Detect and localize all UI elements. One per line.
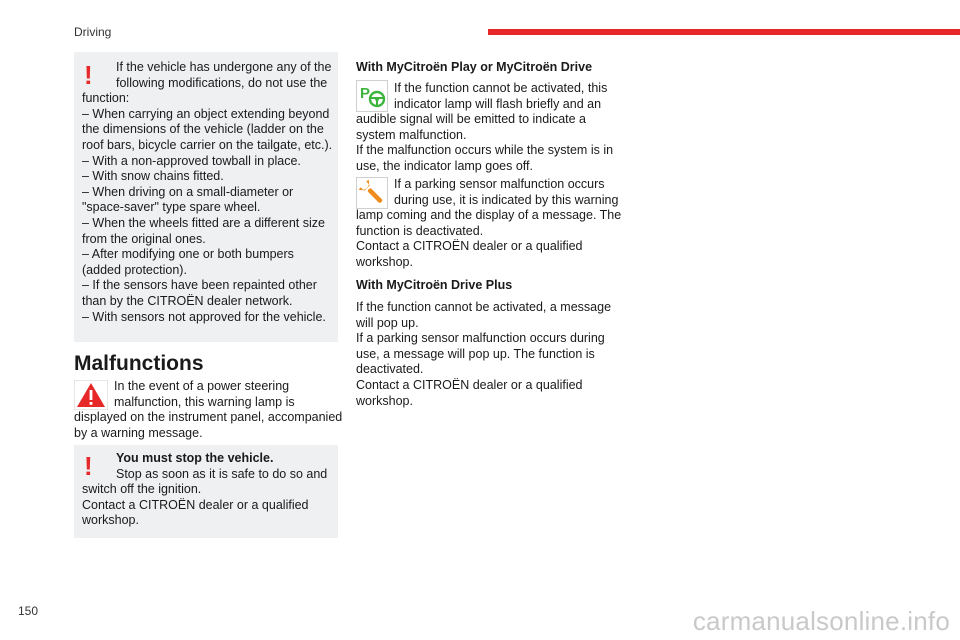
text-line: – If the sensors have been repainted other [82,278,317,293]
text-line: system malfunction. [356,127,467,142]
text-line: Contact a CITROËN dealer or a qualified [82,497,309,512]
play-drive-text-1 [356,81,618,175]
text-line: If the vehicle has undergone any of the [116,60,332,74]
text-line: during use, it is indicated by this warning [394,192,619,207]
text-line: from the original ones. [82,231,206,246]
text-line: – With a non-approved towball in place. [82,153,301,168]
text-line: roof bars, bicycle carrier on the tailgate, etc.). [82,137,333,152]
text-line: malfunction, this warning lamp is [114,394,295,409]
exclamation-icon: ! [84,60,93,90]
note-stop-text [82,451,334,529]
drive-plus-text [356,300,618,409]
text-line: deactivated. [356,362,424,377]
text-line: Contact a CITROËN dealer or a qualified [356,377,583,392]
text-line: – With snow chains fitted. [82,169,224,184]
text-line: by a warning message. [74,425,203,440]
header-accent-bar [488,29,960,35]
text-line: lamp coming and the display of a message. The [356,208,622,223]
page-number: 150 [18,604,39,618]
text-line: workshop. [82,513,139,528]
text-line: function is deactivated. [356,223,484,238]
text-line: use, the indicator lamp goes off. [356,158,533,173]
text-line: switch off the ignition. [82,482,202,497]
subheading-play-drive: With MyCitroën Play or MyCitroën Drive [356,60,593,74]
watermark-text: carmanualsonline.info [692,606,950,636]
text-line: will pop up. [356,315,419,330]
text-line: Stop as soon as it is safe to do so and [116,466,328,481]
text-line: function: [82,91,130,106]
text-line: If the function cannot be activated, a message [356,300,612,314]
text-line: workshop. [356,254,413,269]
subheading-drive-plus: With MyCitroën Drive Plus [356,278,513,292]
text-line: displayed on the instrument panel, accompanied [74,410,343,425]
text-line: – When the wheels fitted are a different size [82,215,325,230]
text-line-bold: You must stop the vehicle. [116,451,274,465]
play-drive-text-2 [356,177,622,271]
text-line: In the event of a power steering [114,379,290,393]
text-line: following modifications, do not use the [116,75,328,90]
text-line: indicator lamp will flash briefly and an [394,96,602,111]
text-line: than by the CITROËN dealer network. [82,293,293,308]
note-box-stop-vehicle [74,445,338,538]
text-line: – When carrying an object extending beyond [82,106,330,121]
note-box-modifications [74,52,338,342]
malfunctions-text [74,379,344,441]
text-line: workshop. [356,393,413,408]
text-line: (added protection). [82,262,187,277]
text-line: If the function cannot be activated, this [394,81,608,95]
text-line: – After modifying one or both bumpers [82,247,294,262]
text-line: use, a message will pop up. The function is [356,346,595,361]
note-modifications-text [82,60,334,325]
text-line: If a parking sensor malfunction occurs [394,177,605,191]
text-line: If a parking sensor malfunction occurs during [356,331,605,346]
text-line: "space-saver" type spare wheel. [82,200,261,215]
text-line: the dimensions of the vehicle (ladder on the [82,122,324,137]
running-header: Driving [74,25,112,39]
text-line: Contact a CITROËN dealer or a qualified [356,239,583,254]
svg-text:P: P [360,85,371,102]
exclamation-icon: ! [84,451,93,481]
text-line: – With sensors not approved for the vehicle. [82,309,326,324]
text-line: – When driving on a small-diameter or [82,184,294,199]
section-heading-malfunctions: Malfunctions [74,352,204,375]
text-line: If the malfunction occurs while the system is in [356,143,614,158]
text-line: audible signal will be emitted to indicate a [356,112,586,127]
